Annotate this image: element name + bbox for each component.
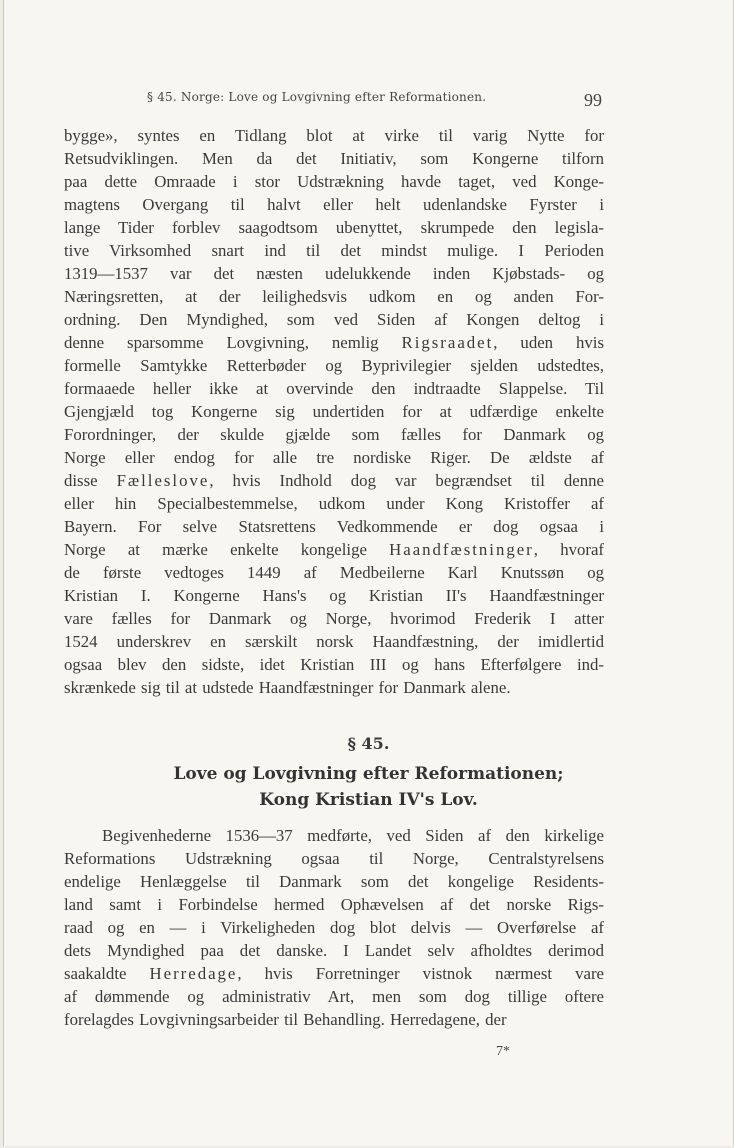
text-line: ogsaa blev den sidste, idet Kristian III og hans Efterfølgere ind- xyxy=(64,655,604,674)
spaced-term: Haandfæstninger xyxy=(389,540,534,559)
page-number: 99 xyxy=(584,90,602,110)
text-line xyxy=(64,538,604,561)
text-line: endelige Henlæggelse til Danmark som det kongelige Residents- xyxy=(64,872,604,891)
spaced-term: Rigsraadet xyxy=(401,333,494,352)
text-line: ordning. Den Myndighed, som ved Siden af Kongen deltog i xyxy=(64,310,604,329)
text-line: lange Tider forblev saagodtsom ubenyttet, skrumpede den legisla- xyxy=(64,218,604,237)
section-title-line-2: Kong Kristian IV's Lov. xyxy=(259,790,478,810)
text-line: Begivenhederne 1536—37 medførte, ved Siden af den kirkelige xyxy=(102,826,604,845)
text-line: formelle Samtykke Retterbøder og Byprivilegier sjelden udstedtes, xyxy=(64,356,604,375)
text-fragment: , hvis Indhold dog var begrændset til denne xyxy=(209,471,604,490)
text-line xyxy=(64,469,604,492)
running-head: § 45. Norge: Love og Lovgivning efter Reformationen. xyxy=(147,90,487,104)
section-number: § 45. xyxy=(347,734,390,753)
text-line: land samt i Forbindelse hermed Ophævelsen af det norske Rigs- xyxy=(64,895,604,914)
text-line: 1524 underskrev en særskilt norsk Haandfæstning, der imidlertid xyxy=(64,632,604,651)
text-line xyxy=(64,962,604,985)
text-line: Norge eller endog for alle tre nordiske Riger. De ældste af xyxy=(64,448,604,467)
text-fragment: , uden hvis xyxy=(493,333,604,352)
text-line xyxy=(64,331,604,354)
text-line: Næringsretten, at der leilighedsvis udkom en og anden For- xyxy=(64,287,604,306)
spaced-term: Herredage xyxy=(149,964,238,983)
text-line: magtens Overgang til halvt eller helt udenlandske Fyrster i xyxy=(64,195,604,214)
text-fragment: saakaldte xyxy=(64,964,150,983)
spaced-term: Fælleslove xyxy=(116,471,210,490)
text-line: forelagdes Lovgivningsarbeider til Behandling. Herredagene, der xyxy=(64,1010,507,1029)
text-line: paa dette Omraade i stor Udstrækning havde taget, ved Konge- xyxy=(64,172,604,191)
text-line: de første vedtoges 1449 af Medbeilerne Karl Knutssøn og xyxy=(64,563,604,582)
text-line: Bayern. For selve Statsrettens Vedkommende er dog ogsaa i xyxy=(64,517,604,536)
text-line: Reformations Udstrækning ogsaa til Norge, Centralstyrelsens xyxy=(64,849,604,868)
text-line: tive Virksomhed snart ind til det mindst mulige. I Perioden xyxy=(64,241,604,260)
text-fragment: , hvoraf xyxy=(533,540,604,559)
text-line: 1319—1537 var det næsten udelukkende inden Kjøbstads- og xyxy=(64,264,604,283)
text-line: af dømmende og administrativ Art, men som dog tillige oftere xyxy=(64,987,604,1006)
text-line: eller hin Specialbestemmelse, udkom under Kong Kristoffer af xyxy=(64,494,604,513)
text-fragment: Norge at mærke enkelte kongelige xyxy=(64,540,390,559)
text-line: Forordninger, der skulde gjælde som fælles for Danmark og xyxy=(64,425,604,444)
text-line: Gjengjæld tog Kongerne sig undertiden for at udfærdige enkelte xyxy=(64,402,604,421)
text-line: dets Myndighed paa det danske. I Landet selv afholdtes derimod xyxy=(64,941,604,960)
section-title-line-1: Love og Lovgivning efter Reformationen; xyxy=(173,764,564,784)
text-line: formaaede heller ikke at overvinde den indtraadte Slappelse. Til xyxy=(64,379,604,398)
paragraph-1 xyxy=(64,124,604,699)
text-line: skrænkede sig til at udstede Haandfæstninger for Danmark alene. xyxy=(64,678,511,697)
text-line: Kristian I. Kongerne Hans's og Kristian II's Haandfæstninger xyxy=(64,586,604,605)
book-page xyxy=(3,0,734,1146)
text-line: bygge», syntes en Tidlang blot at virke til varig Nytte for xyxy=(64,126,604,145)
text-line: raad og en — i Virkeligheden dog blot delvis — Overførelse af xyxy=(64,918,604,937)
paragraph-2 xyxy=(64,824,604,1031)
text-fragment: disse xyxy=(64,471,117,490)
text-line: Retsudviklingen. Men da det Initiativ, som Kongerne tilforn xyxy=(64,149,604,168)
text-fragment: , hvis Forretninger vistnok nærmest vare xyxy=(237,964,604,983)
text-line: vare fælles for Danmark og Norge, hvorimod Frederik I atter xyxy=(64,609,604,628)
text-fragment: denne sparsomme Lovgivning, nemlig xyxy=(64,333,402,352)
signature-mark: 7* xyxy=(496,1044,510,1059)
